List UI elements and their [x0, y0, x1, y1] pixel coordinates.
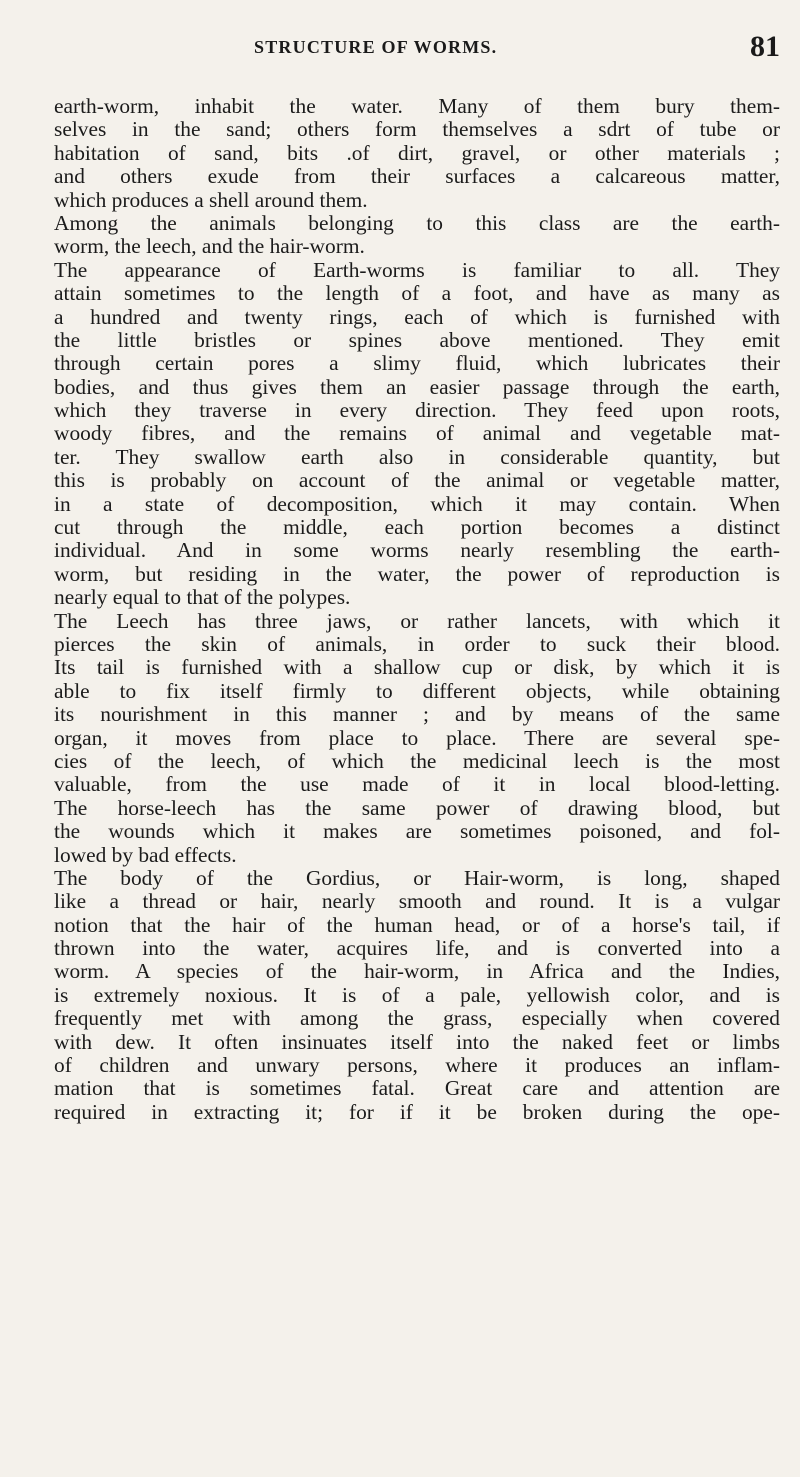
- text-line: is extremely noxious. It is of a pale, yellowish color, and is: [54, 982, 780, 1007]
- text-line: earth-worm, inhabit the water. Many of them bury them-: [54, 94, 780, 118]
- text-line: the wounds which it makes are sometimes poisoned, and fol-: [54, 819, 780, 844]
- text-line: The body of the Gordius, or Hair-worm, is long, shaped: [54, 865, 780, 890]
- text-line: a hundred and twenty rings, each of which is furnished with: [54, 304, 780, 329]
- text-line: and others exude from their surfaces a calcareous matter,: [54, 164, 780, 189]
- text-line: thrown into the water, acquires life, and is converted into a: [54, 936, 780, 961]
- text-line: habitation of sand, bits .of dirt, gravel, or other materials ;: [54, 140, 780, 165]
- text-line: The Leech has three jaws, or rather lancets, with which it: [54, 608, 780, 633]
- text-line: in a state of decomposition, which it may contain. When: [54, 491, 780, 516]
- paragraph-2: [54, 212, 780, 259]
- text-line: cut through the middle, each portion becomes a distinct: [54, 515, 780, 540]
- body-text: [54, 95, 780, 1124]
- text-line: mation that is sometimes fatal. Great care and attention are: [54, 1076, 780, 1101]
- text-line: attain sometimes to the length of a foot, and have as many as: [54, 281, 780, 306]
- text-line: which produces a shell around them.: [54, 187, 368, 212]
- text-line: this is probably on account of the animal or vegetable matter,: [54, 468, 780, 493]
- page-number: 81: [750, 30, 780, 63]
- text-line: pierces the skin of animals, in order to suck their blood.: [54, 631, 780, 656]
- running-head: [54, 30, 780, 68]
- running-title: STRUCTURE OF WORMS.: [254, 37, 498, 57]
- text-line: like a thread or hair, nearly smooth and round. It is a vulgar: [54, 889, 780, 914]
- text-line: cies of the leech, of which the medicinal leech is the most: [54, 748, 780, 773]
- paragraph-4: [54, 610, 780, 867]
- text-line: which they traverse in every direction. They feed upon roots,: [54, 398, 780, 423]
- text-line: through certain pores a slimy fluid, which lubricates their: [54, 351, 780, 376]
- text-line: ter. They swallow earth also in considerable quantity, but: [54, 444, 780, 469]
- text-line: with dew. It often insinuates itself into the naked feet or limbs: [54, 1029, 780, 1054]
- paragraph-5: [54, 867, 780, 1124]
- text-line: lowed by bad effects.: [54, 842, 237, 867]
- text-line: selves in the sand; others form themselves a sdrt of tube or: [54, 117, 780, 142]
- text-line: frequently met with among the grass, especially when covered: [54, 1006, 780, 1031]
- text-line: notion that the hair of the human head, or of a horse's tail, if: [54, 912, 780, 937]
- text-line: worm. A species of the hair-worm, in Africa and the Indies,: [54, 959, 780, 984]
- text-line: required in extracting it; for if it be broken during the ope-: [54, 1099, 780, 1124]
- text-line: The appearance of Earth-worms is familiar to all. They: [54, 257, 780, 282]
- text-line: worm, but residing in the water, the power of reproduction is: [54, 561, 780, 586]
- text-line: worm, the leech, and the hair-worm.: [54, 234, 365, 259]
- paragraph-1: [54, 95, 780, 212]
- text-line: bodies, and thus gives them an easier passage through the earth,: [54, 374, 780, 399]
- paragraph-3: [54, 259, 780, 610]
- text-line: woody fibres, and the remains of animal and vegetable mat-: [54, 421, 780, 446]
- text-line: The horse-leech has the same power of drawing blood, but: [54, 795, 780, 820]
- text-line: the little bristles or spines above mentioned. They emit: [54, 327, 780, 352]
- text-line: nearly equal to that of the polypes.: [54, 585, 351, 610]
- text-line: organ, it moves from place to place. There are several spe-: [54, 725, 780, 750]
- text-line: valuable, from the use made of it in local blood-letting.: [54, 772, 780, 797]
- text-line: individual. And in some worms nearly resembling the earth-: [54, 538, 780, 563]
- text-line: Among the animals belonging to this class are the earth-: [54, 210, 780, 235]
- text-line: its nourishment in this manner ; and by means of the same: [54, 702, 780, 727]
- text-line: of children and unwary persons, where it produces an inflam-: [54, 1053, 780, 1078]
- text-line: Its tail is furnished with a shallow cup or disk, by which it is: [54, 655, 780, 680]
- text-line: able to fix itself firmly to different objects, while obtaining: [54, 678, 780, 703]
